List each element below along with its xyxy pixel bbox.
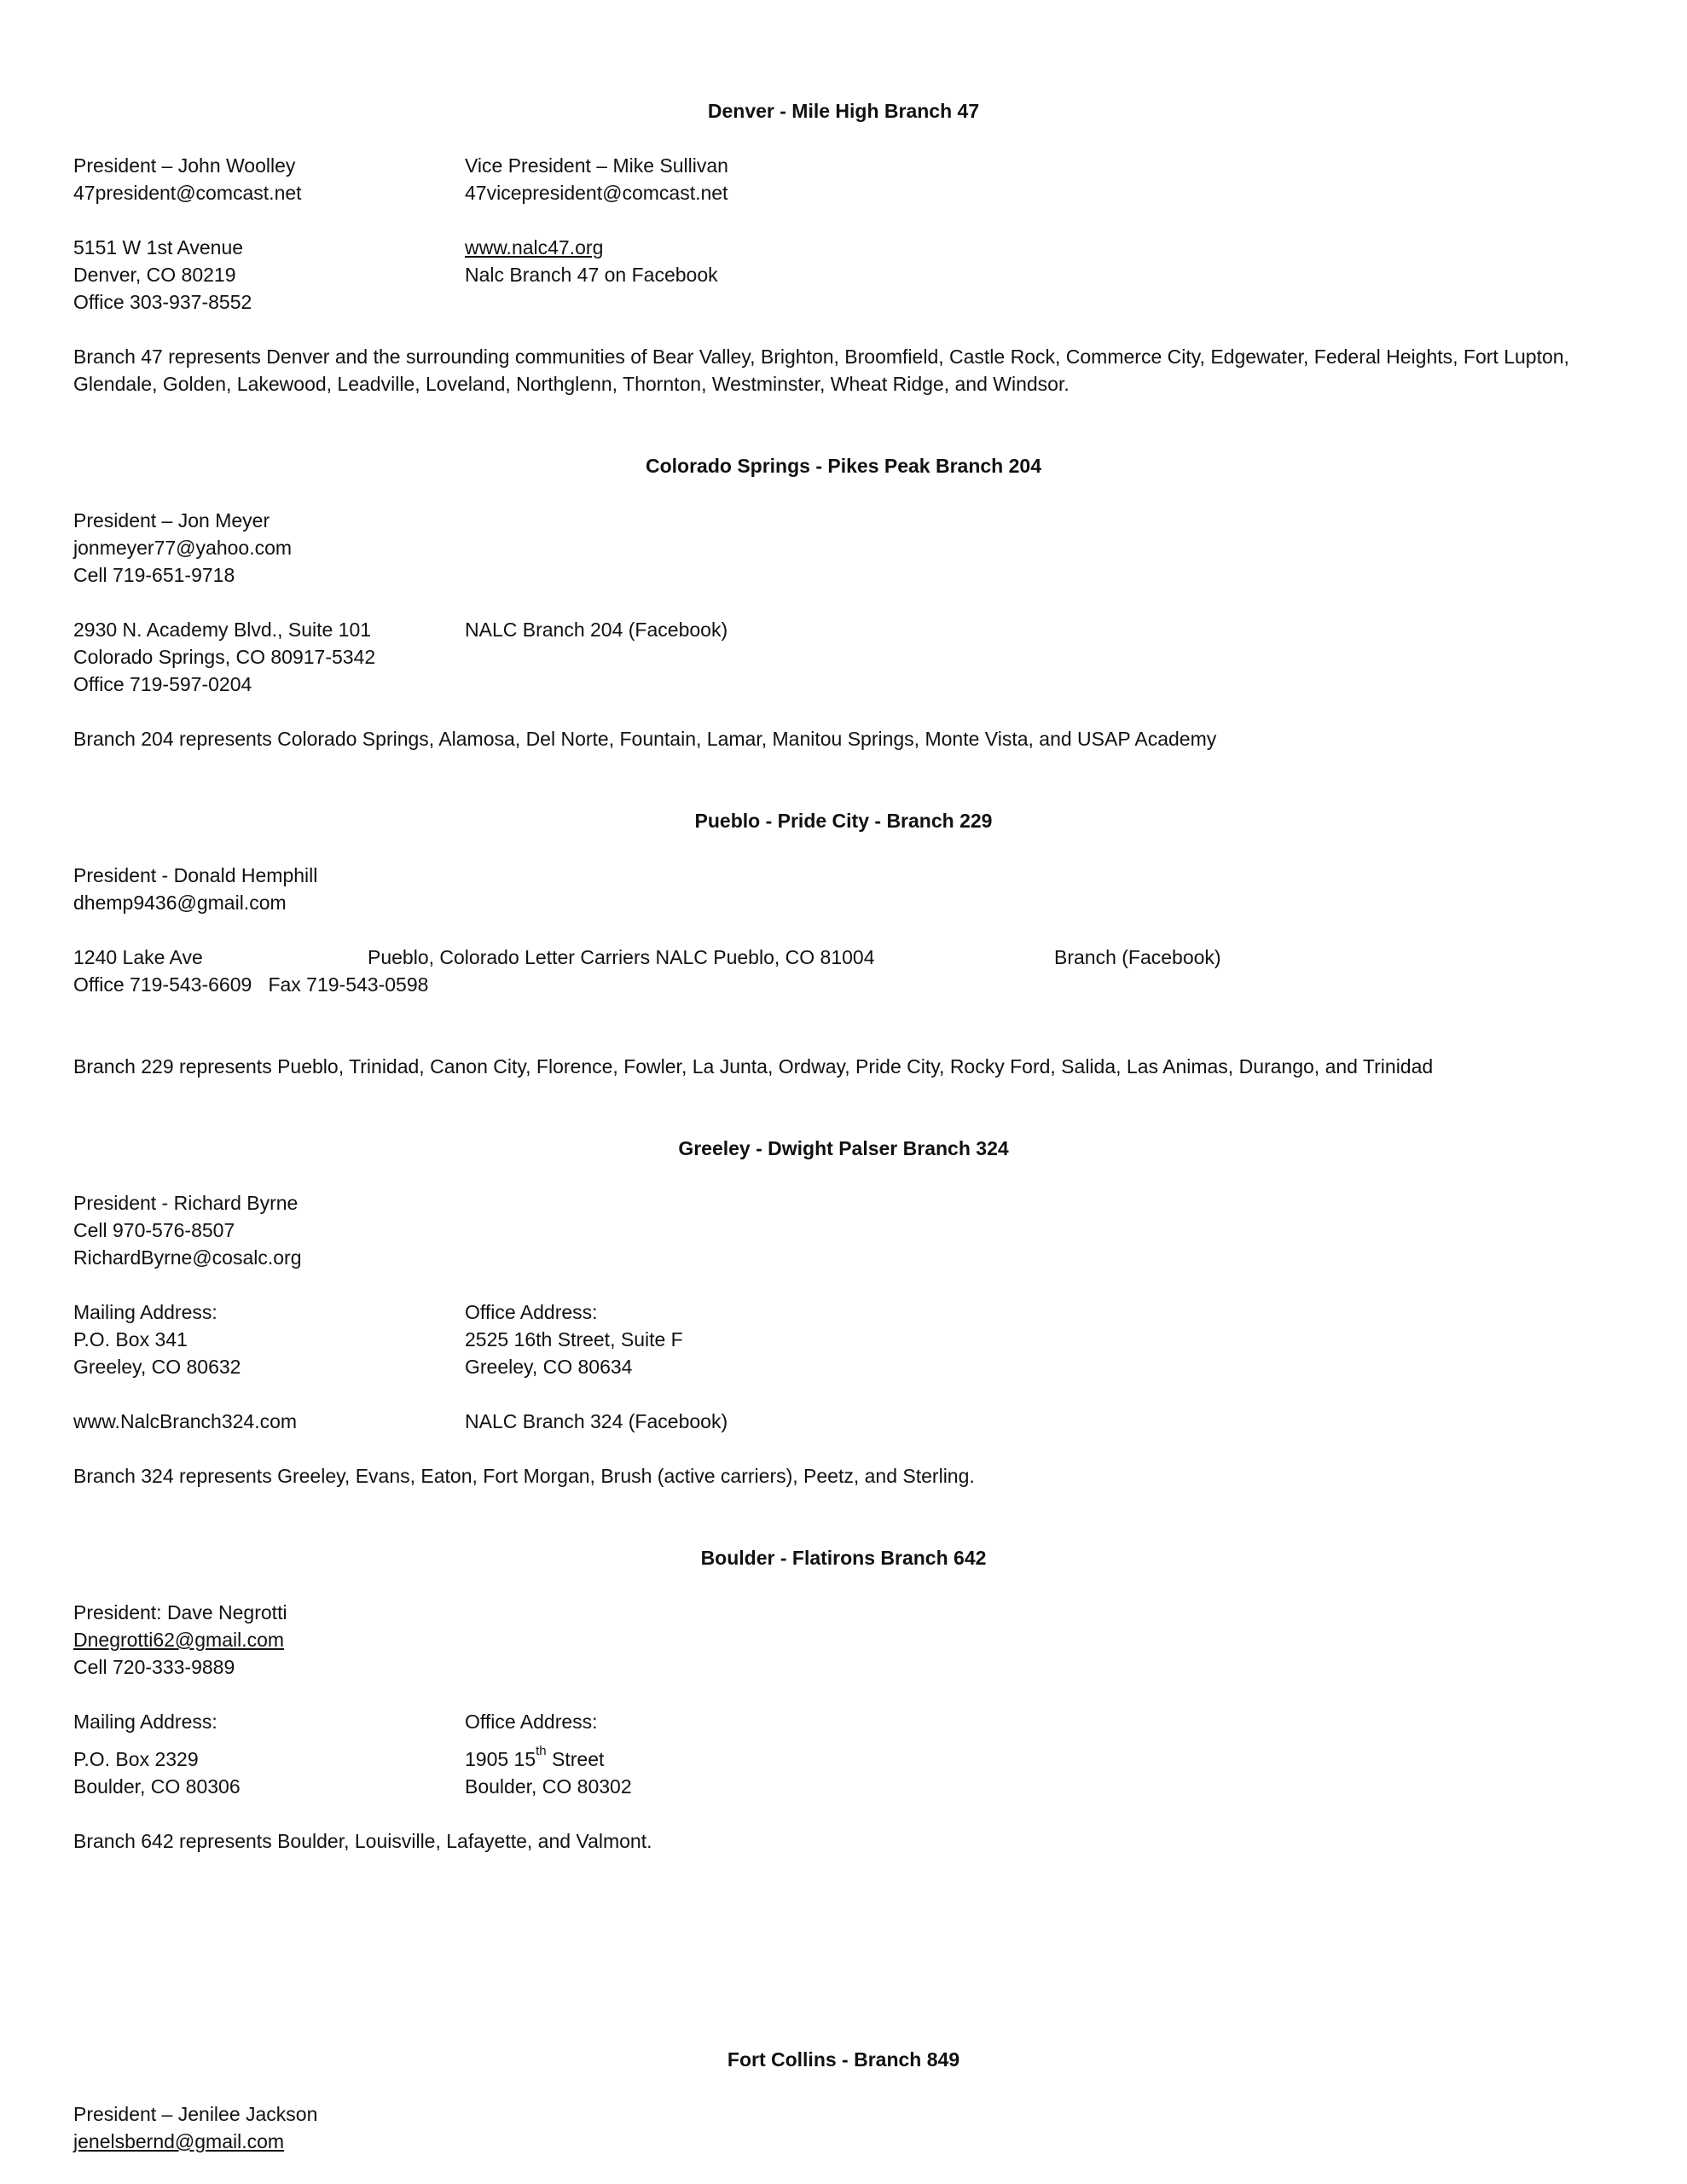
colorado-springs-office-phone: Office 719-597-0204 — [73, 673, 252, 695]
colorado-springs-address-line2: Colorado Springs, CO 80917-5342 — [73, 646, 376, 668]
greeley-branch-heading: Greeley - Dwight Palser Branch 324 — [678, 1137, 1009, 1159]
fort-collins-email-link[interactable]: jenelsbernd@gmail.com — [73, 2130, 285, 2152]
denver-president: President – John Woolley — [73, 154, 296, 177]
greeley-mailing-line2: Greeley, CO 80632 — [73, 1356, 241, 1378]
denver-address-line1: 5151 W 1st Avenue — [73, 236, 244, 258]
boulder-cell: Cell 720-333-9889 — [73, 1656, 235, 1678]
greeley-website: www.NalcBranch324.com — [73, 1410, 298, 1432]
colorado-springs-facebook: NALC Branch 204 (Facebook) — [465, 619, 728, 641]
greeley-office-label: Office Address: — [465, 1301, 598, 1323]
pueblo-branch-heading: Pueblo - Pride City - Branch 229 — [694, 810, 993, 832]
pueblo-facebook: Branch (Facebook) — [1054, 946, 1221, 968]
greeley-president: President - Richard Byrne — [73, 1192, 299, 1214]
denver-branch-heading: Denver - Mile High Branch 47 — [707, 100, 980, 122]
denver-description-line2: Glendale, Golden, Lakewood, Leadville, Loveland, Northglenn, Thornton, Westminster, Wheat Ridge, and Windsor. — [73, 373, 1070, 395]
boulder-president: President: Dave Negrotti — [73, 1601, 287, 1623]
colorado-springs-description: Branch 204 represents Colorado Springs, Alamosa, Del Norte, Fountain, Lamar, Manitou Springs, Monte Vista, and USAP Academy — [73, 728, 1217, 750]
greeley-cell: Cell 970-576-8507 — [73, 1219, 235, 1241]
pueblo-office-fax: Office 719-543-6609 Fax 719-543-0598 — [73, 973, 429, 996]
pueblo-organization: Pueblo, Colorado Letter Carriers NALC Pueblo, CO 81004 — [368, 946, 875, 968]
boulder-office-street: Street — [546, 1748, 605, 1770]
pueblo-description: Branch 229 represents Pueblo, Trinidad, Canon City, Florence, Fowler, La Junta, Ordway, Pride City, Rocky Ford, Salida, Las Animas, Durango, and Trinidad — [73, 1055, 1434, 1077]
denver-vice-president-email: 47vicepresident@comcast.net — [465, 182, 728, 204]
colorado-springs-email: jonmeyer77@yahoo.com — [73, 537, 293, 559]
denver-description-line1: Branch 47 represents Denver and the surrounding communities of Bear Valley, Brighton, Broomfield, Castle Rock, Commerce City, Edgewater, Federal Heights, Fort Lupton, — [73, 346, 1569, 368]
boulder-office-line1 — [465, 1745, 604, 1773]
denver-president-email: 47president@comcast.net — [73, 182, 302, 204]
colorado-springs-president: President – Jon Meyer — [73, 509, 270, 531]
greeley-office-line2: Greeley, CO 80634 — [465, 1356, 633, 1378]
pueblo-email: dhemp9436@gmail.com — [73, 892, 287, 914]
boulder-office-label: Office Address: — [465, 1711, 598, 1733]
greeley-facebook: NALC Branch 324 (Facebook) — [465, 1410, 728, 1432]
colorado-springs-branch-heading: Colorado Springs - Pikes Peak Branch 204 — [646, 455, 1041, 477]
fort-collins-branch-heading: Fort Collins - Branch 849 — [727, 2048, 960, 2071]
denver-website-link[interactable]: www.nalc47.org — [465, 236, 604, 258]
boulder-office-line2: Boulder, CO 80302 — [465, 1775, 632, 1798]
pueblo-president: President - Donald Hemphill — [73, 864, 318, 886]
boulder-office-number: 1905 15 — [465, 1748, 536, 1770]
denver-facebook: Nalc Branch 47 on Facebook — [465, 264, 718, 286]
colorado-springs-cell: Cell 719-651-9718 — [73, 564, 235, 586]
greeley-mailing-line1: P.O. Box 341 — [73, 1328, 188, 1350]
denver-vice-president: Vice President – Mike Sullivan — [465, 154, 728, 177]
greeley-office-line1: 2525 16th Street, Suite F — [465, 1328, 683, 1350]
boulder-mailing-line2: Boulder, CO 80306 — [73, 1775, 241, 1798]
colorado-springs-address-line1: 2930 N. Academy Blvd., Suite 101 — [73, 619, 372, 641]
fort-collins-president: President – Jenilee Jackson — [73, 2103, 318, 2125]
boulder-mailing-label: Mailing Address: — [73, 1711, 217, 1733]
greeley-email: RichardByrne@cosalc.org — [73, 1246, 302, 1269]
boulder-office-ordinal: th — [536, 1744, 547, 1759]
greeley-description: Branch 324 represents Greeley, Evans, Eaton, Fort Morgan, Brush (active carriers), Peetz, and Sterling. — [73, 1465, 975, 1487]
boulder-email-link[interactable]: Dnegrotti62@gmail.com — [73, 1629, 285, 1651]
denver-office-phone: Office 303-937-8552 — [73, 291, 252, 313]
pueblo-address: 1240 Lake Ave — [73, 946, 203, 968]
denver-address-line2: Denver, CO 80219 — [73, 264, 236, 286]
boulder-branch-heading: Boulder - Flatirons Branch 642 — [700, 1547, 987, 1569]
boulder-description: Branch 642 represents Boulder, Louisville, Lafayette, and Valmont. — [73, 1830, 652, 1852]
boulder-mailing-line1: P.O. Box 2329 — [73, 1748, 199, 1770]
greeley-mailing-label: Mailing Address: — [73, 1301, 217, 1323]
